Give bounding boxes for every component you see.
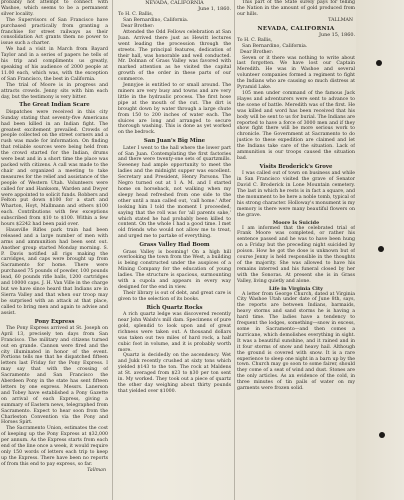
paragraph: Attended the Odd Fellows celebration at San Juan. Arrived there just as Hewitt lectures went leading the procession through the streets. The principal features, dedication of their hall, was honorable and well conducted. Mr. Dolman of Grass Valley was favored with marked attention as he visited the capital growth of the order in these parts of our commerce. — [118, 29, 231, 83]
punch-hole — [379, 432, 385, 438]
paragraph: The Supervisors of San Francisco have purchased practically from granting a franchise for street railways as their consolidation Act grants them no power to issue such a charter. — [1, 17, 108, 47]
paragraph: A rich quartz ledge was discovered recently near John Walsh's mill dam. Specimens of pure gold, splendid to look upon and of great richness were taken out. A thousand dollars was taken out two miles of hard rock, a half cubic foot in volume, and it is probably worth more. — [118, 312, 231, 353]
column-rule — [112, 0, 113, 500]
headline-indian-scare: The Great Indian Scare — [19, 102, 90, 109]
salutation-name: To H. C. Ballis, — [237, 37, 273, 43]
headline-san-juan-mine: San Juan's Big Mine — [143, 138, 206, 145]
column-right — [237, 0, 355, 500]
paragraph: A letter from George Church, dated at Virginia City Washoe Utah under date of June 8th, says, the reports are between Indians, barmaids, heavy storms and sand storms he is having a hard time. The ladies have a tendency to frequent the lodges, something—snow in excess, some in Sacramento—and then comes a hurricane, which demolishes everything in sight. It was a beautiful sunshine, and it rained and in it four storms of snow and heavy hail. Although the ground is covered with snow. It is a rare experience to sleep one night in a barn up by the town. Church may go soon to some fairer, should they come of a seat of wind and dust. Stones are the only articles. As an evidence of the cold, in three minutes of tin pails of water on my garments were frozen solid. — [237, 291, 355, 392]
column-rule — [234, 0, 235, 500]
salutation-greeting: Dear Brother: — [121, 24, 155, 29]
paragraph: We had a visit in March from Bayard Taylor and in a series of papers he tells of his trip and compliments us greatly, speaking of his audience of 2000 people at 11.00 each, which was, with the exception of San Francisco, the best in California. — [1, 47, 108, 82]
dateline-place: NEVADA, CALIFORNIA — [145, 0, 204, 6]
headline-moore-suicide: Moore Is Suicide — [272, 219, 320, 226]
headline-pony-express: Pony Express — [34, 318, 75, 325]
paragraph: Hausville Rifles park train had been released and a large number of men with arms and ammunition had been sent out. Another group started Monday morning. S. P. Davis notified all rigs making the carvidges, and caps were brought up from Sacramento for home. There were purchased 75 pounds of powder, 100 pounds lead, 60 pounds rifle balls, 1200 cartridges and 10000 caps. J. H. Van Ville in the charge but we have since heard that Indians are in Sierra Valley and that when our troop may be surprised with an attack at that place, called to bring men and again to advise and assist. — [1, 227, 108, 316]
column-left — [1, 0, 108, 500]
paragraph: Their library is out of debt, and great care is given to the selection of its books. — [118, 290, 231, 302]
salutation-address: San Bernardino, California. — [242, 43, 308, 49]
paragraph: 105 men under command of the famous Jack Hayes and adventurers were sent to advance to the scene of battle. Meredith was of the first. He was killed and word has been received that his body will be sent to us for burial. The Indians are reported to have a force of 3000 men and if they show fight there will be more serious work to chronicle. The Government at Sacramento to do justice to these expedition are claimed and let the Indians take care of the situation. Lack of ammunition is our troops caused the situation bad. — [237, 90, 355, 161]
headline-broderick-grove: Visits Broderick's Grove — [259, 163, 333, 170]
signoff: TALLMAN — [328, 17, 353, 23]
salutation-greeting: Dear Brother: — [240, 49, 274, 55]
paragraph: Jennyjoe is entitled to or small around. The miners are very busy and towns and are very little in the hydraulic process. The first hose pipe at the mouth of the cut. The dirt is brought down by water through a large chute from 150 to 200 inches of water each. The sluices are long and arranged to secure thorough washing. This is done as yet worked on the bedrock. — [118, 83, 231, 136]
salutation-address: San Bernardino, California. — [123, 18, 189, 24]
headline-virginia-city: Life in Virginia City — [269, 285, 323, 292]
paragraph: I am informed that the celebrated trial of Frank Moore was completed, or rather his sentence passed and he was to have been hung on a Friday but the preceding night suicided by poison. How he got the dose is unknown but of course Jenny is held responsible in the thoughts of the majority. She was allowed to have his remains interred and his funeral closed by her with the Sonoras. At present she is in Grass Valley, living quietly and alone. — [237, 225, 355, 284]
paragraph: Seven or it there was nothing to write about last forgotten. We have lost our Captain Meredith. He was in Washoe and several volunteer companies formed a regiment to fight the Indians who are causing so much distress at Pyramid Lake. — [237, 55, 355, 91]
headline-rich-quartz: Rich Quartz Rocks — [146, 304, 203, 311]
paragraph: Later I went to the hall where the lower part of San Juan. Contemplating the first factories and there were twenty-one sets of quartzmills. Sweeney had ample opportunity to meet the ladies and the midnight supper was excellent. Secretary and President, Henry Parsons. The Negro turned out at 1 A. M. and I started home on horseback, not walking when my sleepy head refreshed from one side to the other until a man called out, 'call home.' After looking him I told the moment I proceeded, saying that the roll was for 'all parents sake,' which stated he had probably been killed to content. On the whole I had a good time. I met old friends who would not allow me to treat, and urged me to partake of everything. — [118, 145, 231, 240]
column-left-top-lines: probably not attempt to connect with Washoe, which seems to be a permanent silver locality. — [1, 0, 108, 17]
paragraph: Quartz is decidedly on the ascendency. Wet and Jukk recently crushed at sixty tons which yielded $143 to the ton. The rock at Maldens at St. averaged from $23 to $30 per ton sent in. My worked. They took out a piece of quartz the other day weighing about thirty pounds that yielded over $1000. — [118, 353, 231, 394]
paragraph: The Sacramento Union, estimates the cost of keeping up the Pony Express at $32,000 per annum. As the Express starts from each end of the line once a week, it would require only 150 words of letters each trip to keep up the Express. There have been no reports of from this end to pay express, so far. — [1, 426, 108, 467]
paragraph: I was called out of town on business and while in San Francisco visited the grave of Senator David C. Broderick in Lone Mountain cemetery. The last in which he rests is in fact a square, and the monument to be here a noble tomb, typical of his strong character. Holloway's monument is my memory is there were many beautiful flowers on the grave. — [237, 171, 355, 218]
dateline-place: NEVADA, CALIFORNIA — [257, 25, 335, 32]
paragraph: This part of the State surely pays for telling the Nation in the amount of gold produced from our hills. — [237, 0, 355, 17]
signoff: Tallman — [87, 467, 106, 473]
salutation-name: To H. C. Ballis, — [118, 12, 154, 18]
dateline-date: June 15, 1860. — [318, 31, 355, 38]
punch-hole — [378, 246, 384, 252]
headline-grass-valley: Grass Valley Had Boom — [139, 242, 210, 249]
paragraph: The trial of Moore is in progress and attracts crowds. Jenny sits with him each day, but the testimony is very bitter. — [1, 82, 108, 100]
paragraph: Grass Valley is booming! On a high hill overlooking the town from the West, a building is being constructed under the auspices of a Mining Company for the education of young ladies. The structure is spacious, surmounting with a cupola and appears in every way designed for the end in view. — [118, 249, 231, 290]
punch-hole — [376, 60, 382, 66]
paragraph: Dispatches were received in this city Sunday stating that seventy-five Americans had been killed in an Indian fight. The greatest excitement prevailed. Crowds of people collected on the street corners and a rush was made for information. On finding that reliable sources were being held from the crowd started for the Indian, drums were beat and in a short time the place was packed with citizens. A call was made to the chair and organized a meeting to take measures for the relief and assistance of the people of Western Utah. Volunteers were called for and Hanksom, Warden and Dwyer were appointed to solicit funds. Robbers and Felton put down $100 for a start and Wharton, Hoyt, Mallmann and others $100 each. Contributions with few exceptions subscribed from $10 to $100. Within a few hours $2242 had been paid over. — [1, 109, 108, 228]
dateline-date: June 1, 1860. — [198, 6, 231, 13]
column-middle — [118, 0, 231, 500]
paragraph: The Pony Express arrived at St. Joseph on April 13, precisely ten days from San Francisco. The military and citizens turned out en grande. Cannon were fired and the city illuminated in honor of the event. Portions tells me that he dispatched fifteen letters last Friday for the Pony Express. I may say that with the crossing of Sacramento and San Francisco the Aberdeen Pony in the state has sent fifteen letters by one express. Messrs. Lanerson and Tobey have established a Pony Gazette on arrival of each Express, giving a summary of Eastern news, telegraphed from Sacramento. Expect to hear soon from the Charleston Convention via the Pony and Horses Spirt. — [1, 325, 108, 426]
